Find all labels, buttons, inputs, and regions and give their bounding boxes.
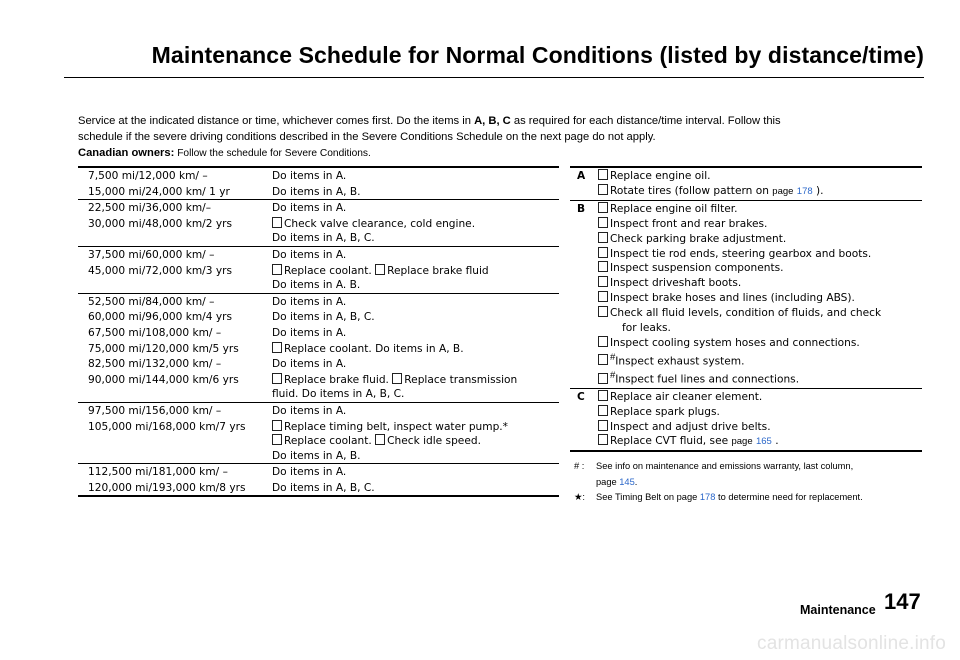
page-label: page xyxy=(731,436,753,448)
item-line xyxy=(598,351,922,369)
schedule-distance: 75,000 mi/120,000 km/5 yrs xyxy=(88,342,239,355)
item-text: Inspect cooling system hoses and connections. xyxy=(610,336,860,349)
checkbox xyxy=(598,336,608,347)
item-letter-c: C xyxy=(570,388,598,451)
item-line xyxy=(598,217,922,232)
schedule-service: Replace coolant. Do items in A, B. xyxy=(284,342,464,355)
intro-line1-b: as required for each distance/time interval. Follow this xyxy=(510,115,781,127)
checkbox xyxy=(272,373,282,384)
footer-page-number: 147 xyxy=(884,589,921,614)
item-text: Inspect brake hoses and lines (including ABS). xyxy=(610,292,855,305)
item-letter-b: B xyxy=(570,200,598,388)
checkbox xyxy=(272,217,282,228)
schedule-row xyxy=(78,356,559,372)
checkbox xyxy=(598,202,608,213)
items-group-a xyxy=(570,167,922,200)
item-line xyxy=(598,306,922,321)
item-text: Inspect exhaust system. xyxy=(615,355,745,368)
footnote-hash-end: . xyxy=(634,476,638,487)
footnotes xyxy=(574,459,934,506)
schedule-service: Do items in A, B, C. xyxy=(272,311,375,324)
page-link-178-footnote[interactable]: 178 xyxy=(699,492,716,502)
intro-line1-bold: A, B, C xyxy=(474,115,511,127)
page-label: page xyxy=(772,185,794,197)
item-line xyxy=(598,232,922,247)
item-text: Replace spark plugs. xyxy=(610,405,720,418)
item-text: Replace engine oil. xyxy=(610,170,711,182)
checkbox xyxy=(272,342,282,353)
checkbox xyxy=(375,434,385,445)
item-text: Check parking brake adjustment. xyxy=(610,232,787,245)
item-line xyxy=(598,405,922,420)
page-title: Maintenance Schedule for Normal Conditions (listed by distance/time) xyxy=(151,42,924,68)
checkbox xyxy=(598,184,608,195)
schedule-service: Do items in A. xyxy=(272,295,347,308)
item-line xyxy=(598,247,922,262)
item-line xyxy=(598,390,922,405)
intro-line2: schedule if the severe driving conditions described in the Severe Conditions Schedule on the next page do not apply. xyxy=(78,131,656,143)
schedule-service-line2: Do items in A, B, C. xyxy=(272,232,375,245)
item-letter-a: A xyxy=(570,167,598,200)
schedule-service-line3: Do items in A, B. xyxy=(272,449,361,462)
item-text: Inspect and adjust drive belts. xyxy=(610,420,771,433)
checkbox xyxy=(598,405,608,416)
schedule-service: Do items in A. xyxy=(272,404,347,417)
item-line xyxy=(598,291,922,306)
item-text: Replace air cleaner element. xyxy=(610,390,763,403)
schedule-service: Do items in A. xyxy=(272,466,347,479)
schedule-service: Do items in A, B. xyxy=(262,184,559,200)
schedule-service-cell xyxy=(262,419,559,464)
schedule-row xyxy=(78,263,559,294)
checkbox xyxy=(375,264,385,275)
checkbox xyxy=(598,291,608,302)
checkbox xyxy=(598,247,608,258)
schedule-distance: 15,000 mi/24,000 km/ 1 yr xyxy=(78,184,262,200)
schedule-service-cell xyxy=(262,341,559,357)
schedule-row xyxy=(78,402,559,418)
footnote-hash-text: See info on maintenance and emissions warranty, last column, xyxy=(596,461,854,471)
item-text: Inspect driveshaft boots. xyxy=(610,277,742,290)
checkbox xyxy=(598,261,608,272)
item-text: Rotate tires (follow pattern on xyxy=(610,184,773,197)
schedule-distance: 105,000 mi/168,000 km/7 yrs xyxy=(78,419,262,464)
schedule-service: Do items in A. xyxy=(272,248,347,261)
item-text: Inspect fuel lines and connections. xyxy=(615,373,800,386)
schedule-row xyxy=(78,216,559,247)
schedule-distance: 112,500 mi/181,000 km/ – xyxy=(88,466,228,479)
item-line xyxy=(598,336,922,351)
item-text: Inspect suspension components. xyxy=(610,262,784,275)
schedule-service: Check valve clearance, cold engine. xyxy=(284,217,476,230)
checkbox xyxy=(598,276,608,287)
schedule-service-b: Replace brake fluid xyxy=(387,264,489,277)
item-text: Inspect tie rod ends, steering gearbox and boots. xyxy=(610,247,872,260)
item-text-after: . xyxy=(771,435,779,448)
checkbox xyxy=(598,354,608,365)
schedule-row xyxy=(78,200,559,216)
checkbox xyxy=(598,306,608,317)
footnote-hash-page-label: page xyxy=(596,476,620,487)
item-line xyxy=(598,420,922,435)
checkbox xyxy=(598,217,608,228)
schedule-distance: 90,000 mi/144,000 km/6 yrs xyxy=(78,372,262,403)
item-text: Check all fluid levels, condition of fluids, and check xyxy=(610,307,882,320)
schedule-distance: 30,000 mi/48,000 km/2 yrs xyxy=(78,216,262,247)
schedule-service-cell xyxy=(262,263,559,294)
schedule-distance: 7,500 mi/12,000 km/ – xyxy=(78,167,262,184)
checkbox xyxy=(598,373,608,384)
schedule-row xyxy=(78,293,559,309)
footnote-star-mark: ★: xyxy=(574,492,585,502)
title-rule xyxy=(64,77,924,78)
checkbox xyxy=(598,390,608,401)
schedule-row xyxy=(78,325,559,341)
schedule-distance: 60,000 mi/96,000 km/4 yrs xyxy=(88,311,232,324)
schedule-service-2b: Check idle speed. xyxy=(387,435,481,448)
footer-section-name: Maintenance xyxy=(800,603,876,617)
intro-line1-a: Service at the indicated distance or time, whichever comes first. Do the items in xyxy=(78,115,475,127)
item-lines-b xyxy=(598,200,922,388)
schedule-service: Replace brake fluid. xyxy=(284,373,389,386)
item-text: Replace CVT fluid, see xyxy=(610,435,732,448)
checkbox xyxy=(598,169,608,180)
schedule-distance: 120,000 mi/193,000 km/8 yrs xyxy=(78,480,262,497)
footnote-star-text-b: to determine need for replacement. xyxy=(715,492,863,502)
intro-text xyxy=(78,113,908,162)
footnote-hash xyxy=(574,459,934,490)
item-lines-a xyxy=(598,167,922,200)
schedule-service-b: Replace transmission xyxy=(404,373,518,386)
schedule-table xyxy=(78,166,559,497)
schedule-row xyxy=(78,464,559,480)
footnote-star xyxy=(574,490,934,506)
schedule-row xyxy=(78,480,559,497)
page-link-145[interactable]: 145 xyxy=(619,476,635,487)
schedule-service: Do items in A. xyxy=(272,202,347,215)
footnote-star-text: See Timing Belt on page xyxy=(596,492,700,502)
item-line xyxy=(598,434,922,450)
schedule-distance: 52,500 mi/84,000 km/ – xyxy=(88,295,215,308)
canadian-owners-label: Canadian owners: xyxy=(78,147,175,159)
checkbox xyxy=(598,232,608,243)
item-line xyxy=(598,202,922,217)
item-text-after: ). xyxy=(812,184,824,197)
schedule-service: Do items in A. xyxy=(262,167,559,184)
schedule-service-line2: fluid. Do items in A, B, C. xyxy=(272,388,405,401)
checkbox xyxy=(272,264,282,275)
schedule-service: Replace timing belt, inspect water pump.* xyxy=(284,420,508,433)
item-line xyxy=(598,261,922,276)
schedule-service-2a: Replace coolant. xyxy=(284,435,372,448)
checkbox xyxy=(272,434,282,445)
footnote-hash-mark: # : xyxy=(574,461,585,471)
checkbox xyxy=(272,420,282,431)
item-lines-c xyxy=(598,388,922,451)
hash-marker: # xyxy=(610,351,616,363)
item-line-continued: for leaks. xyxy=(622,322,671,335)
item-line xyxy=(598,369,922,387)
schedule-service: Replace coolant. xyxy=(284,264,372,277)
schedule-service-line2: Do items in A. B. xyxy=(272,279,361,292)
item-line xyxy=(598,169,922,184)
checkbox xyxy=(598,420,608,431)
schedule-row xyxy=(78,341,559,357)
schedule-service-cell xyxy=(262,372,559,403)
page-link-178[interactable]: 178 xyxy=(796,185,813,197)
schedule-row xyxy=(78,372,559,403)
schedule-row xyxy=(78,184,559,200)
schedule-distance: 67,500 mi/108,000 km/ – xyxy=(88,326,222,339)
schedule-service: Do items in A, B, C. xyxy=(262,480,559,497)
schedule-distance: 37,500 mi/60,000 km/ – xyxy=(88,248,215,261)
schedule-distance: 22,500 mi/36,000 km/– xyxy=(88,202,212,215)
schedule-distance: 82,500 mi/132,000 km/ – xyxy=(88,358,222,371)
schedule-distance: 45,000 mi/72,000 km/3 yrs xyxy=(78,263,262,294)
item-line xyxy=(598,276,922,291)
items-group-c xyxy=(570,388,922,451)
watermark: carmanualsonline.info xyxy=(757,633,947,654)
item-line xyxy=(598,184,922,200)
item-text: Replace engine oil filter. xyxy=(610,202,738,215)
canadian-owners-text: Follow the schedule for Severe Conditions. xyxy=(174,148,371,159)
items-group-b xyxy=(570,200,922,388)
items-table xyxy=(570,166,922,452)
schedule-row xyxy=(78,309,559,325)
schedule-row xyxy=(78,246,559,262)
schedule-service: Do items in A. xyxy=(272,326,347,339)
schedule-service: Do items in A. xyxy=(272,358,347,371)
page-link-165[interactable]: 165 xyxy=(755,436,772,448)
schedule-row xyxy=(78,419,559,464)
checkbox xyxy=(598,434,608,445)
schedule-service-cell xyxy=(262,216,559,247)
schedule-distance: 97,500 mi/156,000 km/ – xyxy=(88,404,222,417)
item-text: Inspect front and rear brakes. xyxy=(610,217,768,230)
schedule-row xyxy=(78,167,559,184)
checkbox xyxy=(392,373,402,384)
hash-marker: # xyxy=(610,370,616,382)
